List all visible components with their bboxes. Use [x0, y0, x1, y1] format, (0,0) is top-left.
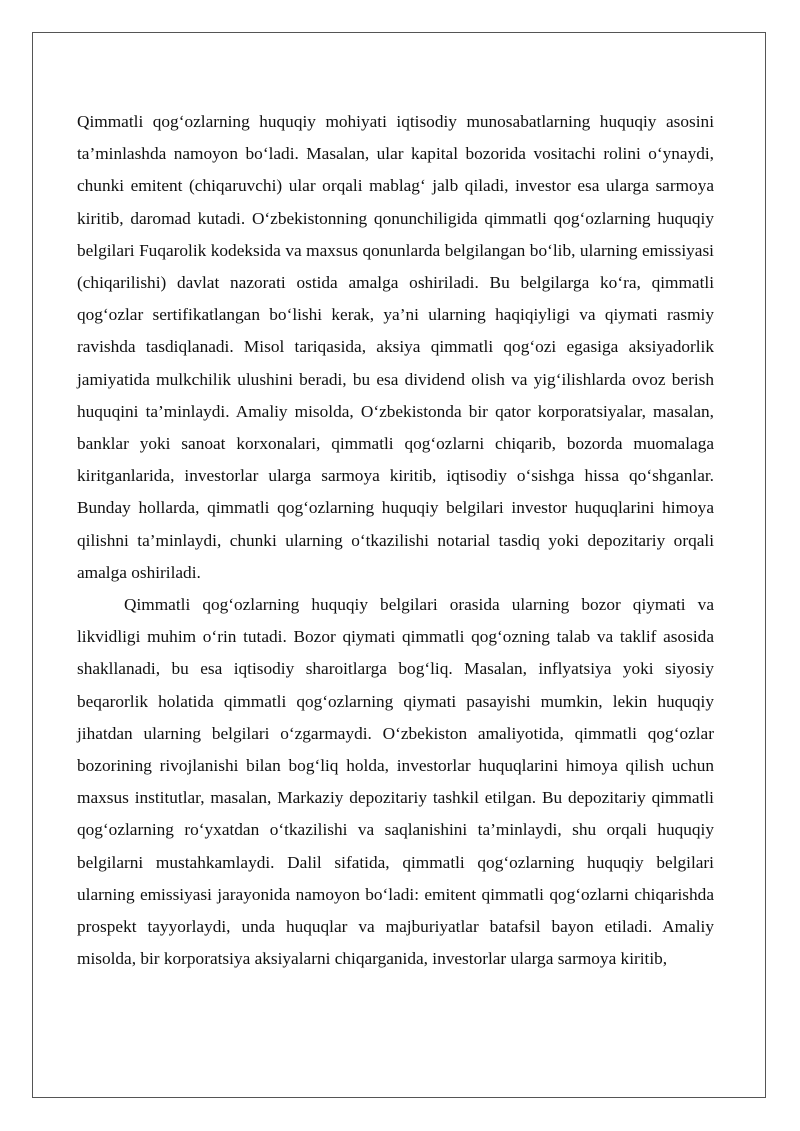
document-body	[77, 106, 714, 975]
paragraph-1: Qimmatli qog‘ozlarning huquqiy mohiyati iqtisodiy munosabatlarning huquqiy asosini ta’minlashda namoyon bo‘ladi. Masalan, ular kapital bozorida vositachi rolini o‘ynaydi, chunki emitent (chiqaruvchi) ular orqali mablag‘ jalb qiladi, investor esa ularga sarmoya kiritib, daromad kutadi. O‘zbekistonning qonunchiligida qimmatli qog‘ozlarning huquqiy belgilari Fuqarolik kodeksida va maxsus qonunlarda belgilangan bo‘lib, ularning emissiyasi (chiqarilishi) davlat nazorati ostida amalga oshiriladi. Bu belgilarga ko‘ra, qimmatli qog‘ozlar sertifikatlangan bo‘lishi kerak, ya’ni ularning haqiqiyligi va qiymati rasmiy ravishda tasdiqlanadi. Misol tariqasida, aksiya qimmatli qog‘ozi egasiga aksiyadorlik jamiyatida mulkchilik ulushini beradi, bu esa dividend olish va yig‘ilishlarda ovoz berish huquqini ta’minlaydi. Amaliy misolda, O‘zbekistonda bir qator korporatsiyalar, masalan, banklar yoki sanoat korxonalari, qimmatli qog‘ozlarni chiqarib, bozorda muomalaga kiritganlarida, investorlar ularga sarmoya kiritib, iqtisodiy o‘sishga hissa qo‘shganlar. Bunday hollarda, qimmatli qog‘ozlarning huquqiy belgilari investor huquqlarini himoya qilishni ta’minlaydi, chunki ularning o‘tkazilishi notarial tasdiq yoki depozitariy orqali amalga oshiriladi.	[77, 112, 714, 582]
paragraph-2: Qimmatli qog‘ozlarning huquqiy belgilari orasida ularning bozor qiymati va likvidligi muhim o‘rin tutadi. Bozor qiymati qimmatli qog‘ozning talab va taklif asosida shakllanadi, bu esa iqtisodiy sharoitlarga bog‘liq. Masalan, inflyatsiya yoki siyosiy beqarorlik holatida qimmatli qog‘ozlarning qiymati pasayishi mumkin, lekin huquqiy jihatdan ularning belgilari o‘zgarmaydi. O‘zbekiston amaliyotida, qimmatli qog‘ozlar bozorining rivojlanishi bilan bog‘liq holda, investorlar huquqlarini himoya qilish uchun maxsus institutlar, masalan, Markaziy depozitariy tashkil etilgan. Bu depozitariy qimmatli qog‘ozlarning ro‘yxatdan o‘tkazilishi va saqlanishini ta’minlaydi, shu orqali huquqiy belgilarni mustahkamlaydi. Dalil sifatida, qimmatli qog‘ozlarning huquqiy belgilari ularning emissiyasi jarayonida namoyon bo‘ladi: emitent qimmatli qog‘ozlarni chiqarishda prospekt tayyorlaydi, unda huquqlar va majburiyatlar batafsil bayon etiladi. Amaliy misolda, bir korporatsiya aksiyalarni chiqarganida, investorlar ularga sarmoya kiritib,	[77, 595, 714, 969]
